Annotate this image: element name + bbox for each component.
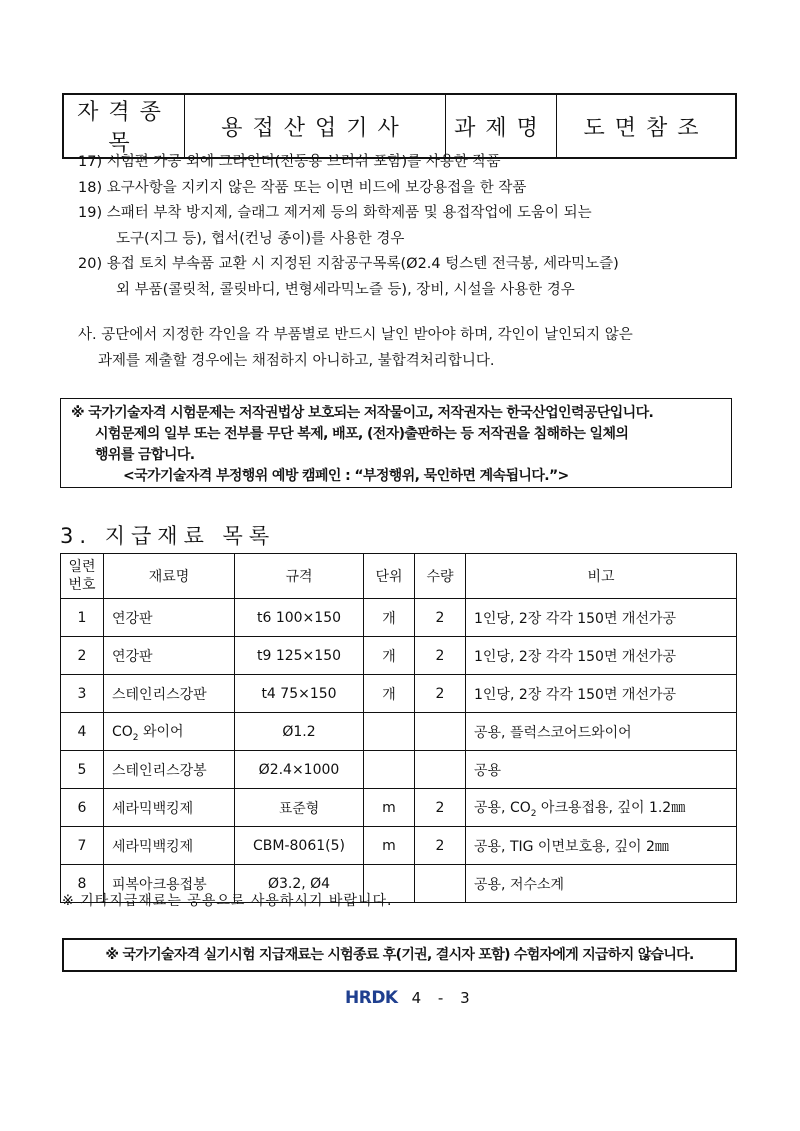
table-row: 2 연강판 t9 125×150 개 2 1인당, 2장 각각 150면 개선가공: [61, 637, 737, 675]
materials-table: [60, 553, 737, 903]
table-row: 5 스테인리스강봉 Ø2.4×1000 공용: [61, 751, 737, 789]
qualification-label: 자격종목: [63, 94, 185, 158]
list-item-continuation: 외 부품(콜릿척, 콜릿바디, 변형세라믹노즐 등), 장비, 시설을 사용한 경우: [116, 281, 575, 298]
qualification-value: 용접산업기사: [185, 94, 446, 158]
table-row: 4 $CO_2$ 와이어 Ø1.2 공용, 플럭스코어드와이어: [61, 713, 737, 751]
header-remark: 비고: [466, 554, 737, 599]
page-number: 4 - 3: [411, 989, 476, 1007]
stamp-notice: 사. 공단에서 지정한 각인을 각 부품별로 반드시 날인 받아야 하며, 각인이 날인되지 않은 과제를 제출할 경우에는 채점하지 아니하고, 불합격처리합니다.: [78, 327, 633, 369]
section-title: 3. 지급재료 목록: [60, 524, 276, 548]
list-item: 20) 용접 토치 부속품 교환 시 지정된 지참공구목록(Ø2.4 텅스텐 전극봉, 세라믹노즐): [78, 256, 619, 272]
page-footer: [345, 988, 476, 1008]
list-item: 17) 시험편 가공 외에 그라인더(전동용 브러쉬 포함)를 사용한 작품: [78, 154, 501, 170]
failure-list: [78, 150, 619, 303]
header-name: 재료명: [104, 554, 235, 599]
copyright-notice: ※ 국가기술자격 시험문제는 저작권법상 보호되는 저작물이고, 저작권자는 한국산업인력공단입니다. 시험문제의 일부 또는 전부를 무단 복제, 배포, (전자)출판하는 등 저작권을 침해하는 일체의 행위를 금합니다. <국가기술자격 부정행위 예방 캠페인 : “부정행위, 묵인하면 계속됩니다.”>: [60, 398, 732, 488]
materials-notice: ※ 국가기술자격 실기시험 지급재료는 시험종료 후(기권, 결시자 포함) 수험자에게 지급하지 않습니다.: [62, 938, 737, 972]
table-row: 7 세라믹백킹제 CBM-8061(5) m 2 공용, TIG 이면보호용, 깊이 2㎜: [61, 827, 737, 865]
hrdk-logo: HRDK: [345, 988, 398, 1008]
table-row: 8 피복아크용접봉 Ø3.2, Ø4 공용, 저수소계: [61, 865, 737, 903]
table-row: 3 스테인리스강판 t4 75×150 개 2 1인당, 2장 각각 150면 개선가공: [61, 675, 737, 713]
materials-note: ※ 기타지급재료는 공용으로 사용하시기 바랍니다.: [62, 893, 393, 909]
task-value: 도면참조: [557, 94, 737, 158]
table-header-row: [61, 554, 737, 599]
list-item: 18) 요구사항을 지키지 않은 작품 또는 이면 비드에 보강용접을 한 작품: [78, 179, 527, 196]
table-row: 6 세라믹백킹제 표준형 m 2 공용, $CO_2$ 아크용접용, 깊이 1.2㎜: [61, 789, 737, 827]
list-item: 19) 스패터 부착 방지제, 슬래그 제거제 등의 화학제품 및 용접작업에 도움이 되는: [78, 205, 592, 221]
task-label: 과제명: [446, 94, 557, 158]
header-num: 일련 번호: [61, 554, 104, 599]
header-qty: 수량: [415, 554, 466, 599]
header-spec: 규격: [235, 554, 364, 599]
list-item-continuation: 도구(지그 등), 협서(컨닝 종이)를 사용한 경우: [116, 230, 405, 247]
table-row: 1 연강판 t6 100×150 개 2 1인당, 2장 각각 150면 개선가공: [61, 599, 737, 637]
header-unit: 단위: [364, 554, 415, 599]
